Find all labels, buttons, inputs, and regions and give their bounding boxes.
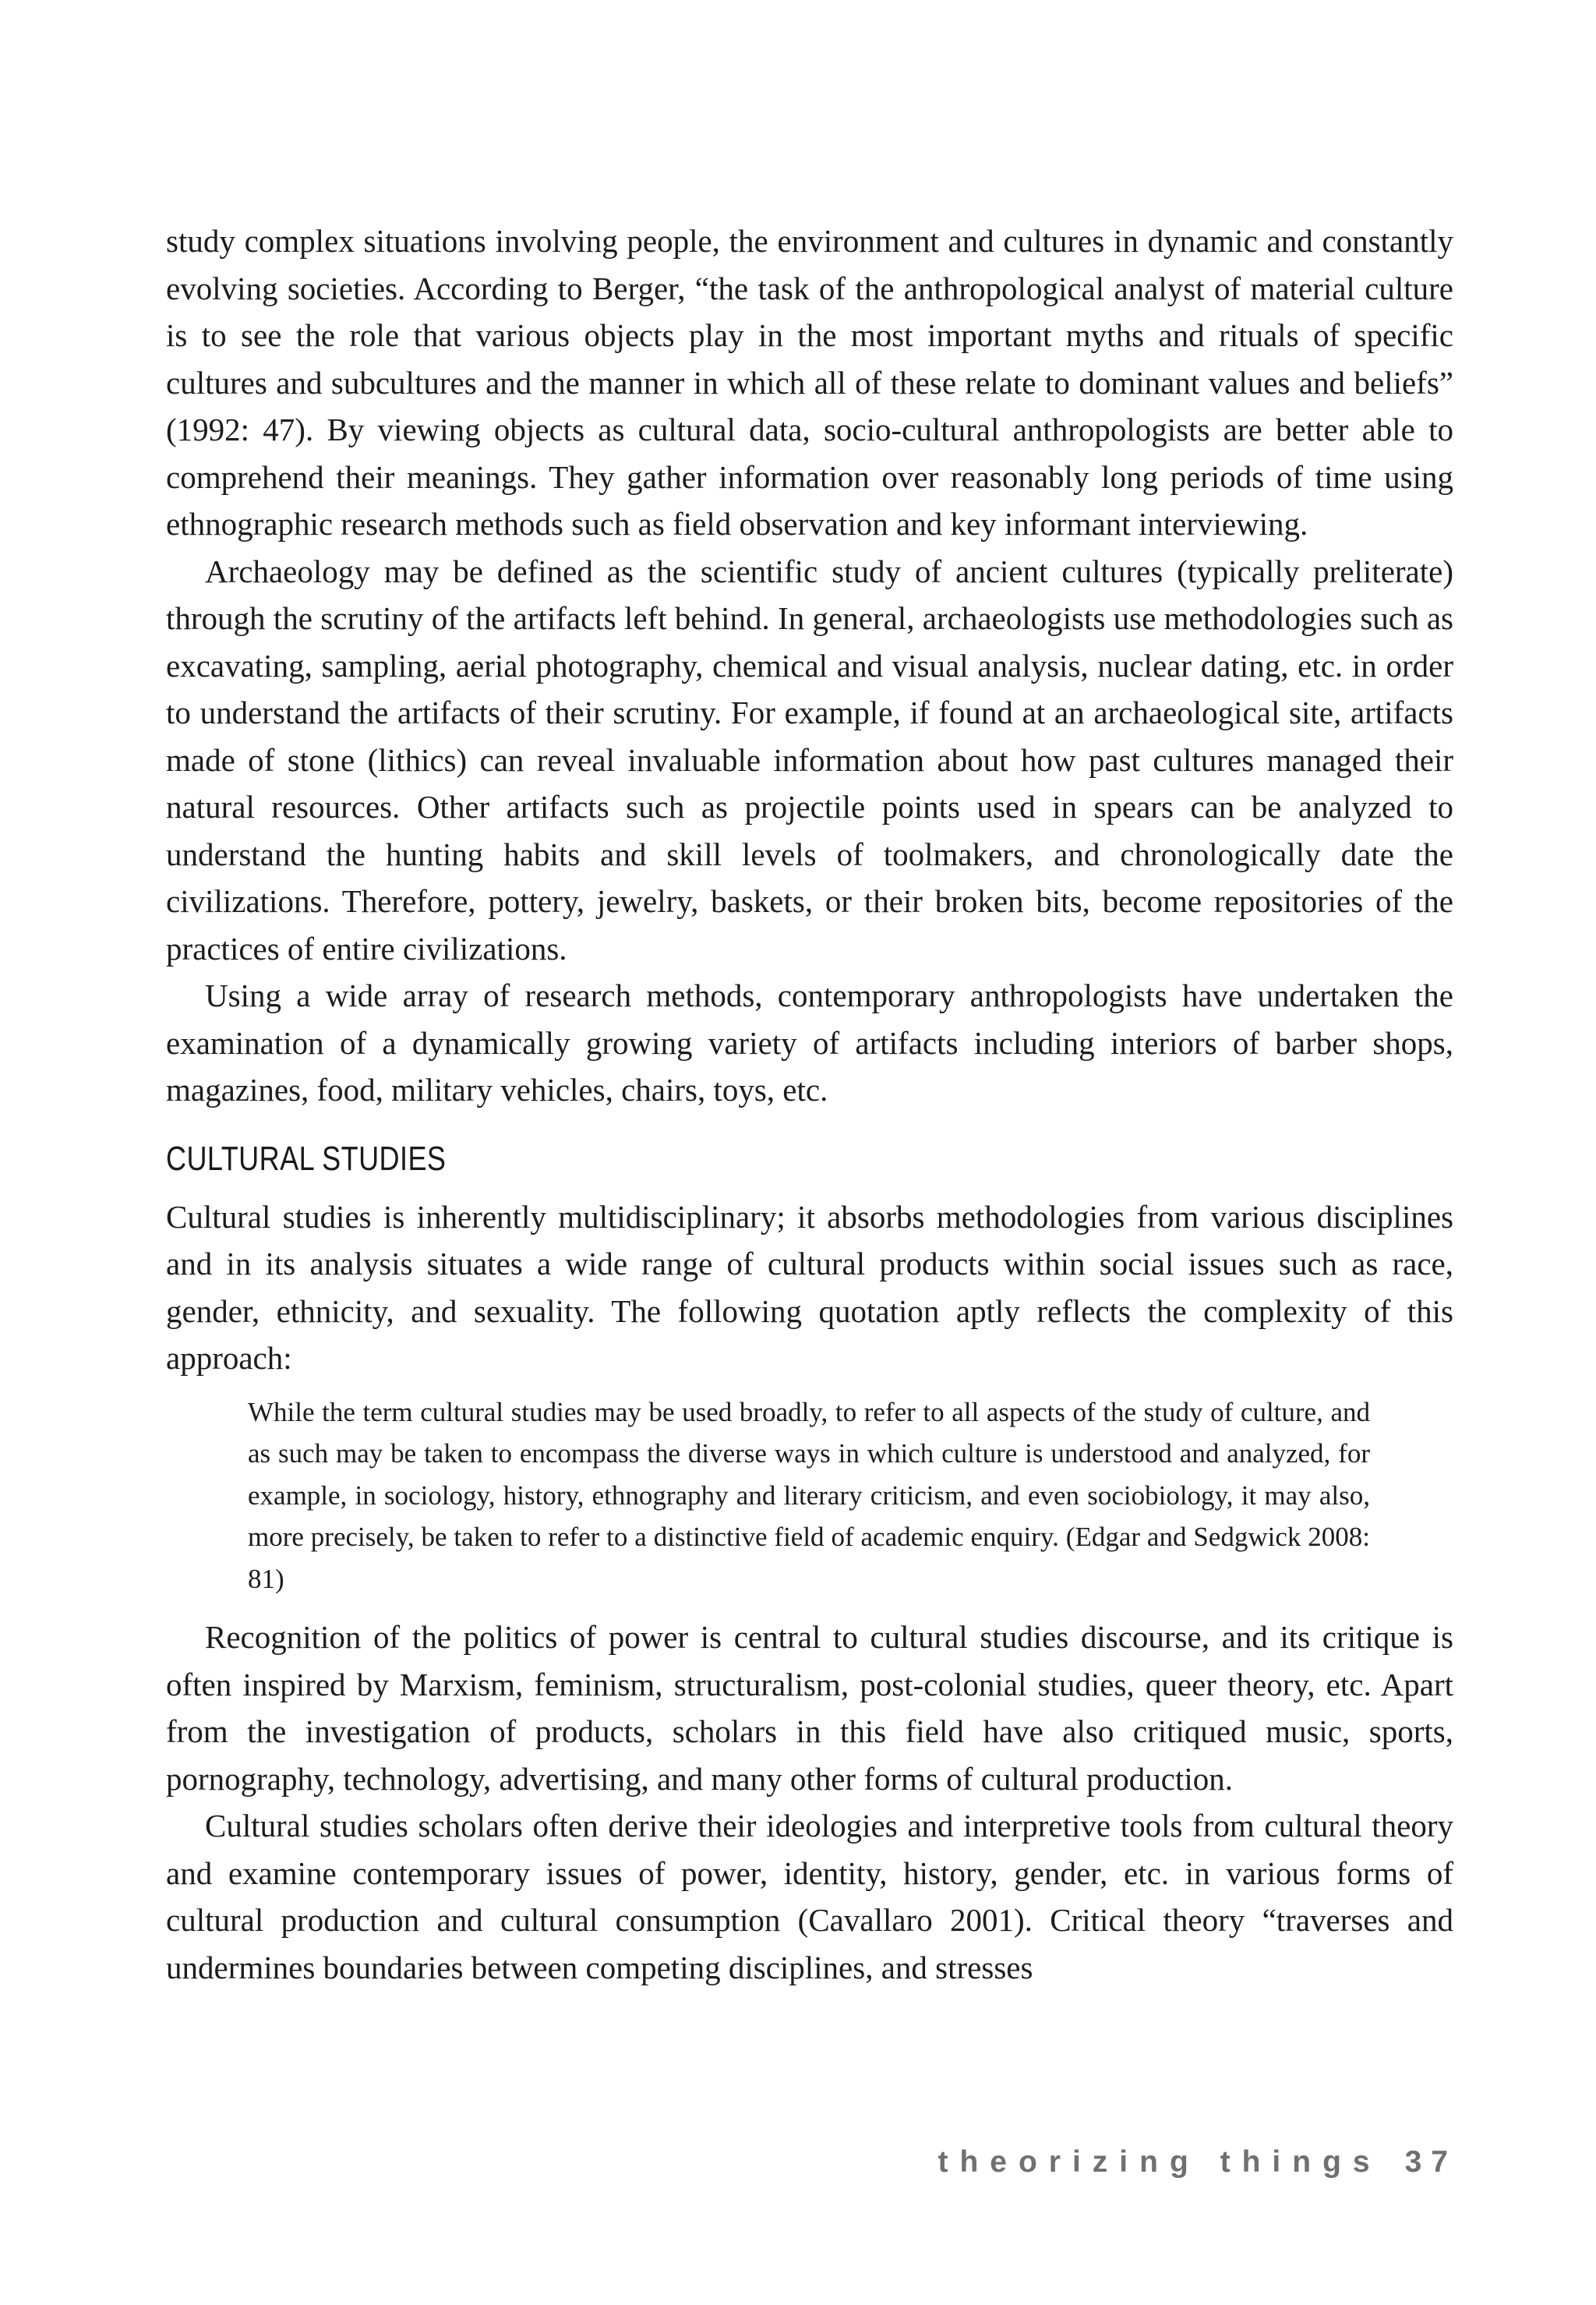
- paragraph-archaeology: Archaeology may be defined as the scientific study of ancient cultures (typically preliterate) through the scrutiny of the artifacts left behind. In general, archaeologists use methodologies such as excavating, sampling, aerial photography, chemical and visual analysis, nuclear dating, etc. in order to understand the artifacts of their scrutiny. For example, if found at an archaeological site, artifacts made of stone (lithics) can reveal invaluable information about how past cultures managed their natural resources. Other artifacts such as projectile points used in spears can be analyzed to understand the hunting habits and skill levels of toolmakers, and chronologically date the civilizations. Therefore, pottery, jewelry, baskets, or their broken bits, become repositories of the practices of entire civilizations.: [166, 553, 1453, 967]
- paragraph-politics-of-power: Recognition of the politics of power is central to cultural studies discourse, and its critique is often inspired by Marxism, feminism, structuralism, post-colonial studies, queer theory, etc. Apart from the investigation of products, scholars in this field have also critiqued music, sports, pornography, technology, advertising, and many other forms of cultural production.: [166, 1619, 1453, 1797]
- paragraph-critical-theory: Cultural studies scholars often derive their ideologies and interpretive tools from cultural theory and examine contemporary issues of power, identity, history, gender, etc. in various forms of cultural production and cultural consumption (Cavallaro 2001). Critical theory “traverses and undermines boundaries between competing disciplines, and stresses: [166, 1808, 1453, 1985]
- paragraph-cultural-studies-intro: Cultural studies is inherently multidisciplinary; it absorbs methodologies from various disciplines and in its analysis situates a wide range of cultural products within social issues such as race, gender, ethnicity, and sexuality. The following quotation aptly reflects the complexity of this approach:: [166, 1198, 1453, 1376]
- block-quotation: While the term cultural studies may be used broadly, to refer to all aspects of the study of culture, and as such may be taken to encompass the diverse ways in which culture is understood and analyzed, for example, in sociology, history, ethnography and literary criticism, and even sociobiology, it may also, more precisely, be taken to refer to a distinctive field of academic enquiry. (Edgar and Sedgwick 2008: 81): [248, 1396, 1370, 1594]
- section-heading: CULTURAL STUDIES: [166, 1139, 447, 1178]
- page-footer: [937, 2145, 1457, 2179]
- page-number: 37: [1404, 2145, 1457, 2179]
- page-body: [166, 217, 1453, 1991]
- running-title: theorizing things: [937, 2145, 1382, 2179]
- paragraph-anthropologists: Using a wide array of research methods, contemporary anthropologists have undertaken the examination of a dynamically growing variety of artifacts including interiors of barber shops, magazines, food, military vehicles, chairs, toys, etc.: [166, 978, 1453, 1108]
- paragraph-continued: study complex situations involving people, the environment and cultures in dynamic and constantly evolving societies. According to Berger, “the task of the anthropological analyst of material culture is to see the role that various objects play in the most important myths and rituals of specific cultures and subcultures and the manner in which all of these relate to dominant values and beliefs” (1992: 47). By viewing objects as cultural data, socio-cultural anthropologists are better able to comprehend their meanings. They gather information over reasonably long periods of time using ethnographic research methods such as field observation and key informant interviewing.: [166, 223, 1453, 542]
